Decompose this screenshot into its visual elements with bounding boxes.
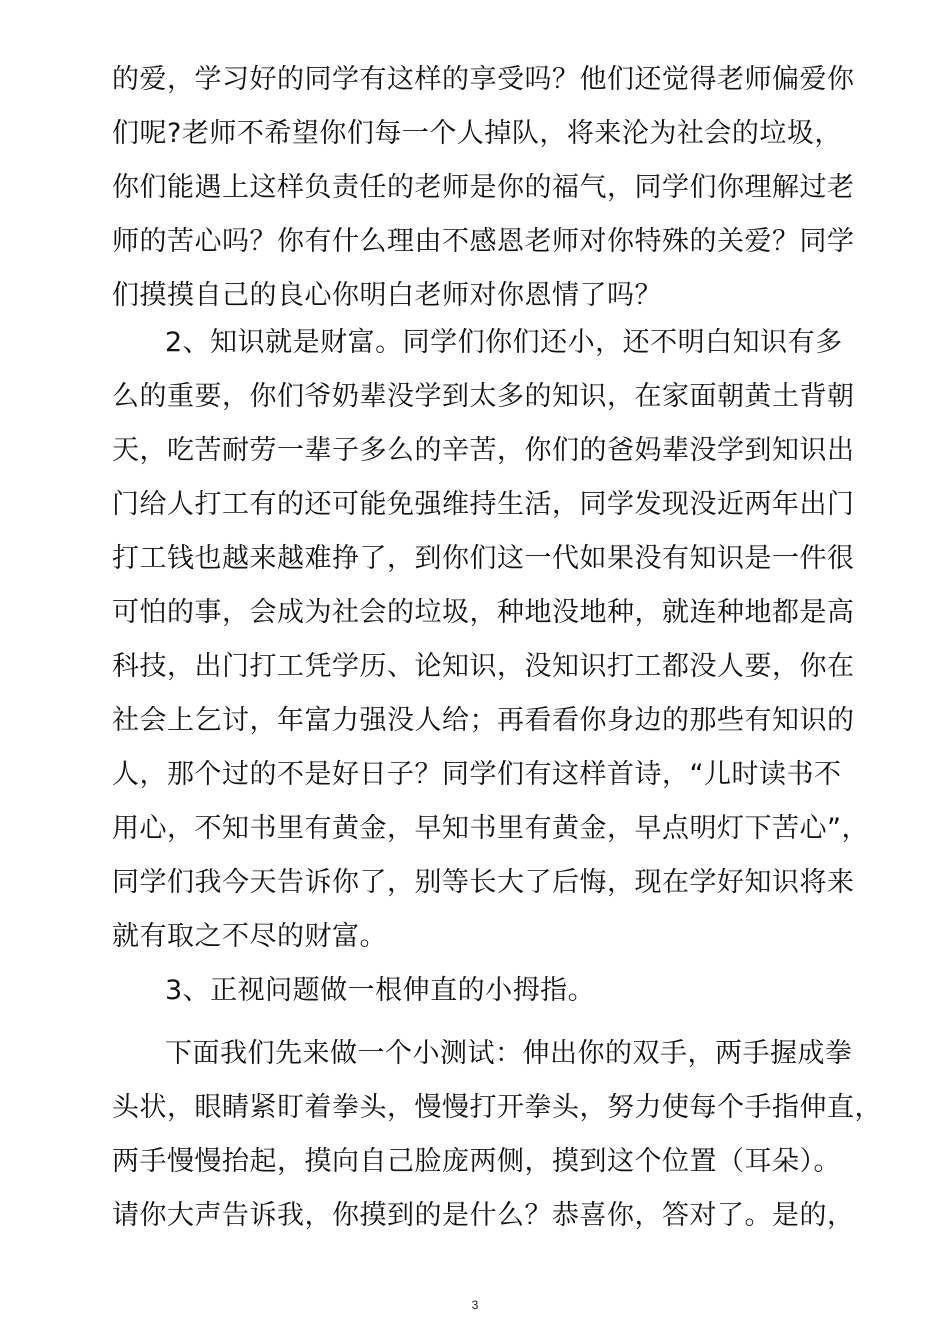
- text-line: 打工钱也越来越难挣了，到你们这一代如果没有知识是一件很: [112, 543, 855, 574]
- text-line: 下面我们先来做一个小测试：伸出你的双手，两手握成拳: [165, 1038, 853, 1069]
- text-line: 可怕的事，会成为社会的垃圾，种地没地种，就连种地都是高: [112, 597, 855, 628]
- text-line: 头状，眼睛紧盯着拳头，慢慢打开拳头，努力使每个手指伸直，: [112, 1092, 882, 1123]
- text-line: 你们能遇上这样负责任的老师是你的福气，同学们你理解过老: [112, 172, 855, 203]
- text-line: 请你大声告诉我，你摸到的是什么？恭喜你，答对了。是的，: [112, 1200, 855, 1231]
- text-line: 门给人打工有的还可能免强维持生活，同学发现没近两年出门: [112, 489, 855, 520]
- text-line: 社会上乞讨，年富力强没人给；再看看你身边的那些有知识的: [112, 705, 855, 736]
- text-line: 师的苦心吗？你有什么理由不感恩老师对你特殊的关爱？同学: [112, 226, 855, 257]
- text-line: 人，那个过的不是好日子？同学们有这样首诗，“儿时读书不: [112, 759, 842, 790]
- text-line: 科技，出门打工凭学历、论知识，没知识打工都没人要，你在: [112, 651, 855, 682]
- text-line: 的爱，学习好的同学有这样的享受吗？他们还觉得老师偏爱你: [112, 64, 855, 95]
- text-line: 就有取之不尽的财富。: [112, 921, 387, 952]
- text-line: 们摸摸自己的良心你明白老师对你恩情了吗？: [112, 280, 662, 311]
- text-line: 们呢?老师不希望你们每一个人掉队，将来沦为社会的垃圾，: [112, 118, 842, 149]
- text-line: 天，吃苦耐劳一辈子多么的辛苦，你们的爸妈辈没学到知识出: [112, 435, 855, 466]
- page-number: 3: [471, 1298, 479, 1312]
- text-line: 么的重要，你们爷奶辈没学到太多的知识，在家面朝黄土背朝: [112, 381, 855, 412]
- text-line: 用心，不知书里有黄金，早知书里有黄金，早点明灯下苦心”，: [112, 813, 869, 844]
- section-heading: 3、正视问题做一根伸直的小拇指。: [165, 975, 596, 1006]
- text-line: 两手慢慢抬起，摸向自己脸庞两侧，摸到这个位置（耳朵）。: [112, 1146, 841, 1177]
- text-line: 2、知识就是财富。同学们你们还小，还不明白知识有多: [165, 327, 843, 358]
- text-line: 同学们我今天告诉你了，别等长大了后悔，现在学好知识将来: [112, 867, 855, 898]
